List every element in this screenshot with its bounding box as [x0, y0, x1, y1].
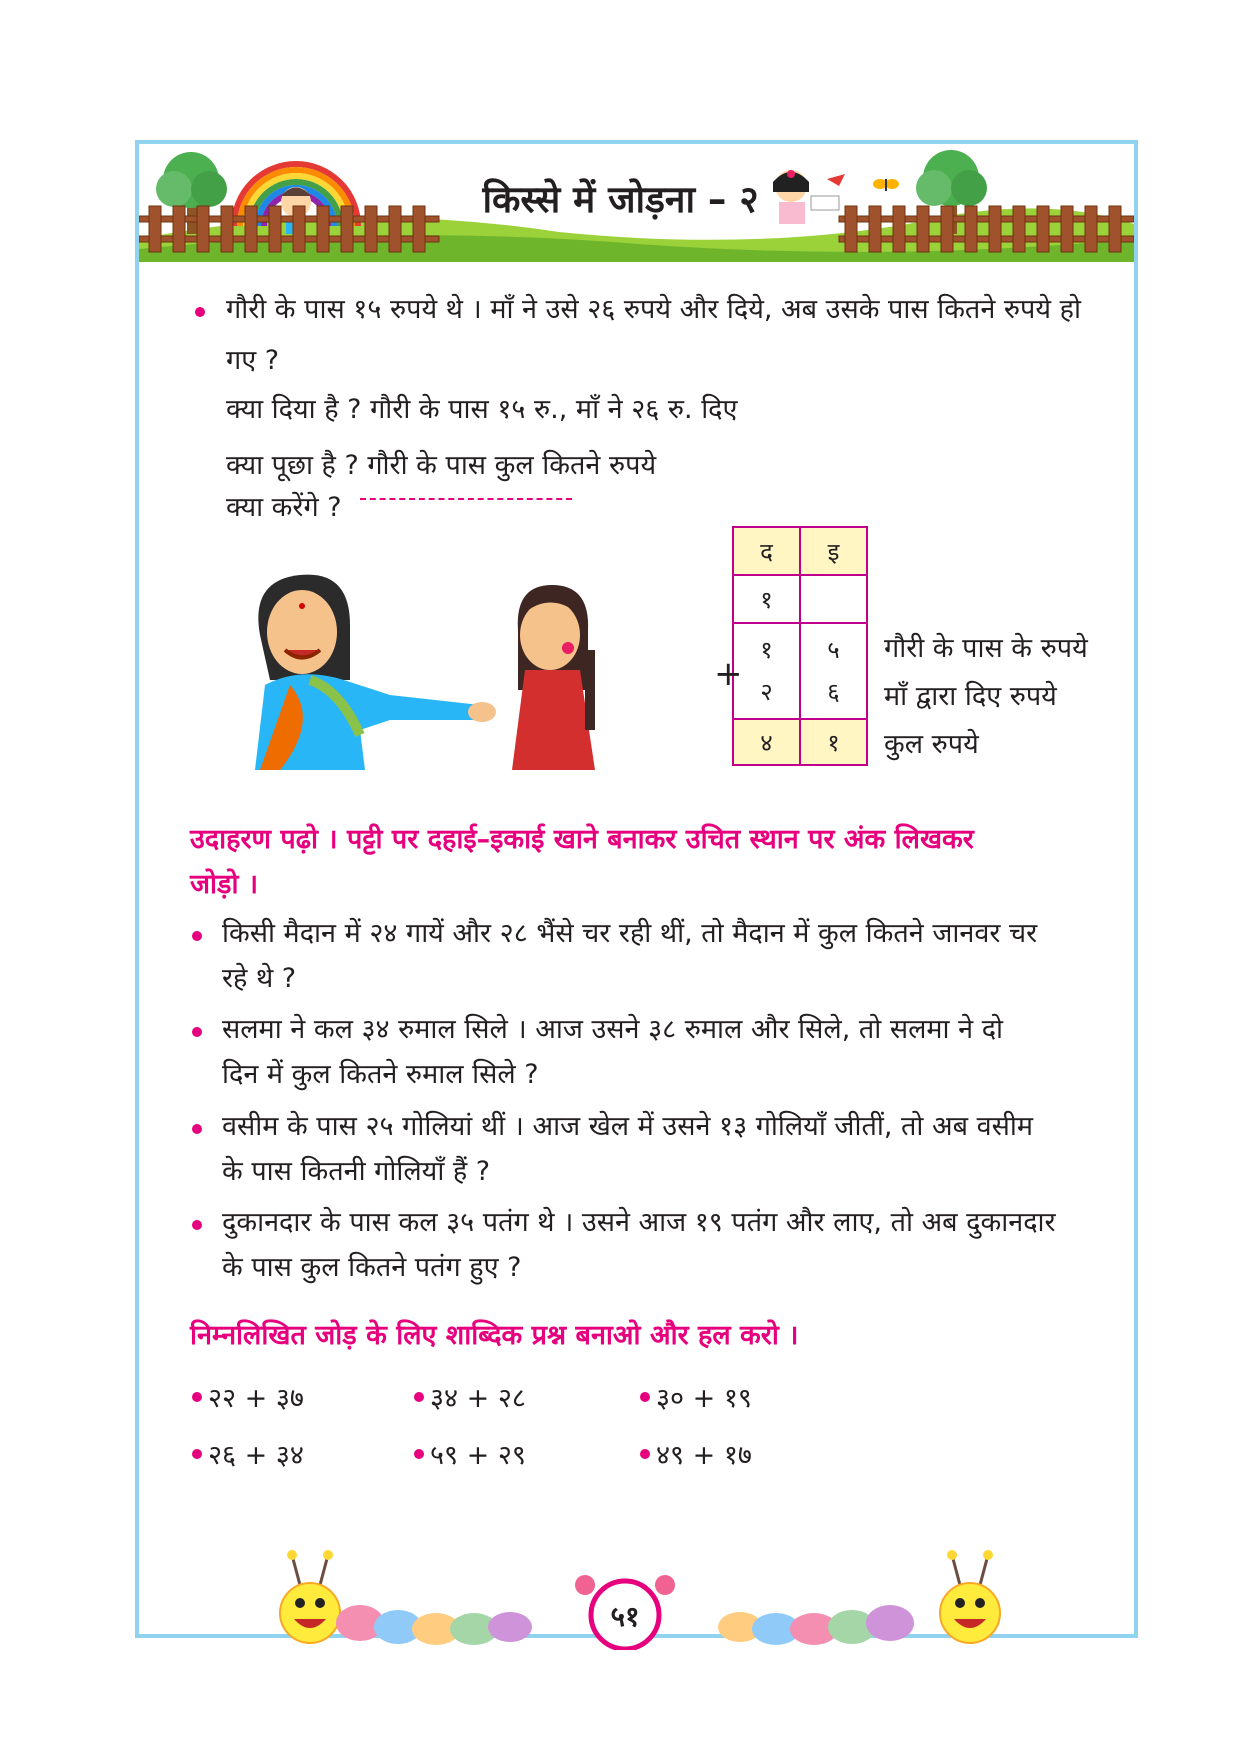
sum-4: २६ + ३४ [208, 1440, 304, 1471]
problem-1-line-2: रहे थे ? [222, 963, 297, 994]
addend1-ones: ५ [827, 636, 840, 664]
sum-1: २२ + ३७ [208, 1383, 304, 1414]
sum-5: ५९ + २९ [430, 1440, 526, 1471]
bullet-icon [640, 1449, 650, 1459]
answer-blank [360, 498, 572, 500]
problem-2-line-1: सलमा ने कल ३४ रुमाल सिले । आज उसने ३८ रुमाल और सिले, तो सलमा ने दो [222, 1014, 1004, 1045]
label-total: कुल रुपये [884, 729, 979, 760]
addend2-ones: ६ [827, 678, 840, 706]
bullet-icon [192, 1027, 202, 1037]
addend1-tens: १ [760, 636, 773, 664]
total-tens: ४ [733, 719, 800, 765]
story-asked: क्या पूछा है ? गौरी के पास कुल कितने रुपये [226, 450, 657, 481]
addend-tens-cell [733, 623, 800, 719]
header-tens: द [733, 527, 800, 575]
story-given: क्या दिया है ? गौरी के पास १५ रु., माँ ने २६ रु. दिए [226, 394, 738, 425]
problem-4-line-2: के पास कुल कितने पतंग हुए ? [222, 1252, 522, 1283]
problem-2-line-2: दिन में कुल कितने रुमाल सिले ? [222, 1059, 539, 1090]
sum-2: ३४ + २८ [430, 1383, 526, 1414]
page-number: ५१ [610, 1600, 640, 1633]
bullet-icon [414, 1449, 424, 1459]
bullet-icon [640, 1392, 650, 1402]
label-gauri: गौरी के पास के रुपये [884, 633, 1088, 664]
instruction-1-line-1: उदाहरण पढ़ो । पट्टी पर दहाई–इकाई खाने बनाकर उचित स्थान पर अंक लिखकर [190, 824, 974, 855]
caterpillar-left-icon [280, 1550, 340, 1643]
problem-1-line-1: किसी मैदान में २४ गायें और २८ भैंसे चर रही थीं, तो मैदान में कुल कितने जानवर चर [222, 918, 1038, 949]
instruction-1-line-2: जोड़ो । [190, 869, 259, 900]
bullet-icon [192, 1220, 202, 1230]
bullet-icon [192, 1124, 202, 1134]
plus-sign: + [714, 654, 743, 694]
story-line-2: गए ? [226, 345, 280, 376]
problem-3-line-2: के पास कितनी गोलियाँ हैं ? [222, 1156, 491, 1187]
story-line-1: गौरी के पास १५ रुपये थे । माँ ने उसे २६ रुपये और दिये, अब उसके पास कितने रुपये हो [226, 294, 1081, 325]
page-title: किस्से में जोड़ना – २ [482, 178, 759, 221]
header-ones: इ [800, 527, 867, 575]
addend-ones-cell [800, 623, 867, 719]
problem-4-line-1: दुकानदार के पास कल ३५ पतंग थे । उसने आज १९ पतंग और लाए, तो अब दुकानदार [222, 1207, 1056, 1238]
instruction-2: निम्नलिखित जोड़ के लिए शाब्दिक प्रश्न बनाओ और हल करो । [190, 1320, 799, 1351]
total-ones: १ [800, 719, 867, 765]
carry-ones [800, 575, 867, 623]
problem-3-line-1: वसीम के पास २५ गोलियां थीं । आज खेल में उसने १३ गोलियाँ जीतीं, तो अब वसीम [222, 1111, 1033, 1142]
bullet-icon [414, 1392, 424, 1402]
sum-3: ३० + १९ [656, 1383, 752, 1414]
mother-daughter-illustration [250, 570, 620, 770]
carry-tens: १ [733, 575, 800, 623]
bullet-icon [192, 1392, 202, 1402]
label-mother: माँ द्वारा दिए रुपये [884, 681, 1057, 712]
bullet-icon [195, 307, 205, 317]
addend2-tens: २ [760, 678, 773, 706]
sum-6: ४९ + १७ [656, 1440, 752, 1471]
story-todo: क्या करेंगे ? [226, 492, 342, 523]
place-value-table [732, 526, 868, 766]
bullet-icon [192, 1449, 202, 1459]
bullet-icon [192, 931, 202, 941]
caterpillar-right-icon [940, 1550, 1000, 1643]
